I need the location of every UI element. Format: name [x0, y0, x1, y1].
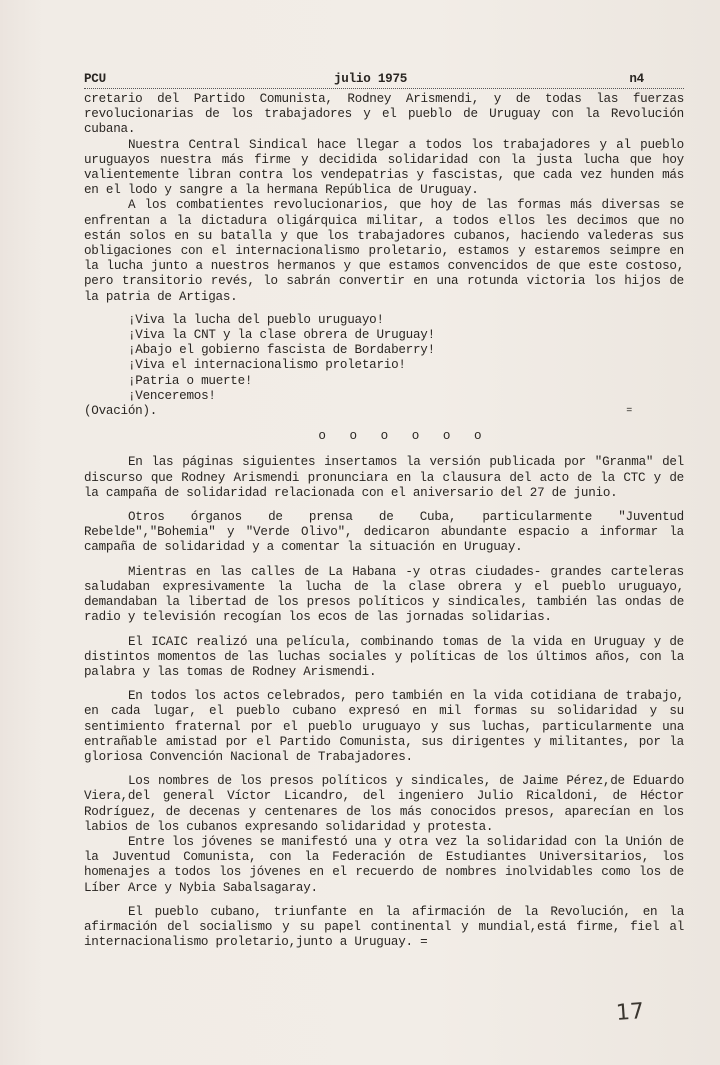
paragraph: A los combatientes revolucionarios, que hoy de las formas más diversas se enfrentan a la dictadura oligárquica militar, a todos ellos les decimos que no están solos en su batalla y que los trabajadores cubanos, haciendo valederas sus obligaciones con el internacionalismo proletario, estamos y estaremos seimpre en la lucha junto a nuestros hermanos y que estamos convencidos de que este costoso, pero transitorio revés, lo sabrán convertir en una rotunda victoria los hijos de la patria de Artigas. [84, 198, 684, 304]
document-body [84, 72, 684, 950]
paragraph: Nuestra Central Sindical hace llegar a todos los trabajadores y al pueblo uruguayos nuestra más firme y decidida solidaridad con la justa lucha que hoy valientemente libran contra los vendepatrias y fascistas, que cada vez hunden más en el lodo y sangre a la hermana República de Uruguay. [84, 137, 684, 198]
slogan: ¡Viva la CNT y la clase obrera de Uruguay! [128, 328, 435, 343]
end-mark: = [626, 406, 632, 418]
header-date: julio 1975 [334, 72, 408, 86]
paragraph: El pueblo cubano, triunfante en la afirmación de la Revolución, en la afirmación del socialismo y su papel continental y mundial,está firme, fiel al internacionalismo proletario,junto a Uruguay. = [84, 904, 684, 950]
paragraph: En las páginas siguientes insertamos la versión publicada por "Granma" del discurso que Rodney Arismendi pronunciara en la clausura del acto de la CTC y de la campaña de solidaridad relacionada con el aniversario del 27 de junio. [84, 455, 684, 500]
paragraph: Mientras en las calles de La Habana -y otras ciudades- grandes carteleras saludaban expresivamente la lucha de la clase obrera y el pueblo uruguayo, demandaban la libertad de los presos políticos y sindicales, también las ondas de radio y televisión recogían los ecos de las jornadas solidarias. [84, 564, 684, 625]
slogan: ¡Patria o muerte! [128, 373, 253, 388]
slogan: ¡Venceremos! [128, 388, 216, 403]
slogan-list [128, 313, 684, 404]
section-separator: o o o o o o [318, 429, 490, 444]
paragraph: En todos los actos celebrados, pero también en la vida cotidiana de trabajo, en cada lugar, el pueblo cubano expresó en mil formas su solidaridad y su sentimiento fraternal por el pueblo uruguayo y sus luchas, particularmente una entrañable amistad por el Partido Comunista, sus dirigentes y militantes, por la gloriosa Convención Nacional de Trabajadores. [84, 689, 684, 764]
handwritten-page-number: 17 [615, 999, 645, 1026]
paragraph: Los nombres de los presos políticos y sindicales, de Jaime Pérez,de Eduardo Viera,del general Víctor Licandro, del ingeniero Julio Ricaldoni, de Héctor Rodríguez, de decenas y centenares de los más conocidos presos, aparecían en los labios de los cubanos expresando solidaridad y protesta. [84, 774, 684, 834]
ovation-line [84, 404, 684, 419]
paragraph: El ICAIC realizó una película, combinando tomas de la vida en Uruguay y de distintos momentos de las luchas sociales y políticas de los últimos años, con la palabra y las tomas de Rodney Arismendi. [84, 634, 684, 679]
paragraph: Otros órganos de prensa de Cuba, particularmente "Juventud Rebelde","Bohemia" y "Verde Olivo", dedicaron abundante espacio a informar la campaña de solidaridad y a comentar la situación en Uruguay. [84, 510, 684, 555]
header-issue: n4 [629, 72, 644, 86]
header-publication: PCU [84, 72, 106, 86]
ovation-text: (Ovación). [84, 404, 158, 419]
slogan: ¡Viva el internacionalismo proletario! [128, 358, 406, 373]
paragraph: cretario del Partido Comunista, Rodney Arismendi, y de todas las fuerzas revolucionarias de los trabajadores y el pueblo de Uruguay con la Revolución cubana. [84, 92, 684, 137]
page-header [84, 72, 684, 89]
slogan: ¡Abajo el gobierno fascista de Bordaberry! [128, 343, 435, 358]
slogan: ¡Viva la lucha del pueblo uruguayo! [128, 312, 384, 327]
paragraph: Entre los jóvenes se manifestó una y otra vez la solidaridad con la Unión de la Juventud Comunista, con la Federación de Estudiantes Universitarios, los homenajes a todos los jóvenes en el recuerdo de nombres inolvidables como los de Líber Arce y Nybia Sabalsagaray. [84, 834, 684, 895]
